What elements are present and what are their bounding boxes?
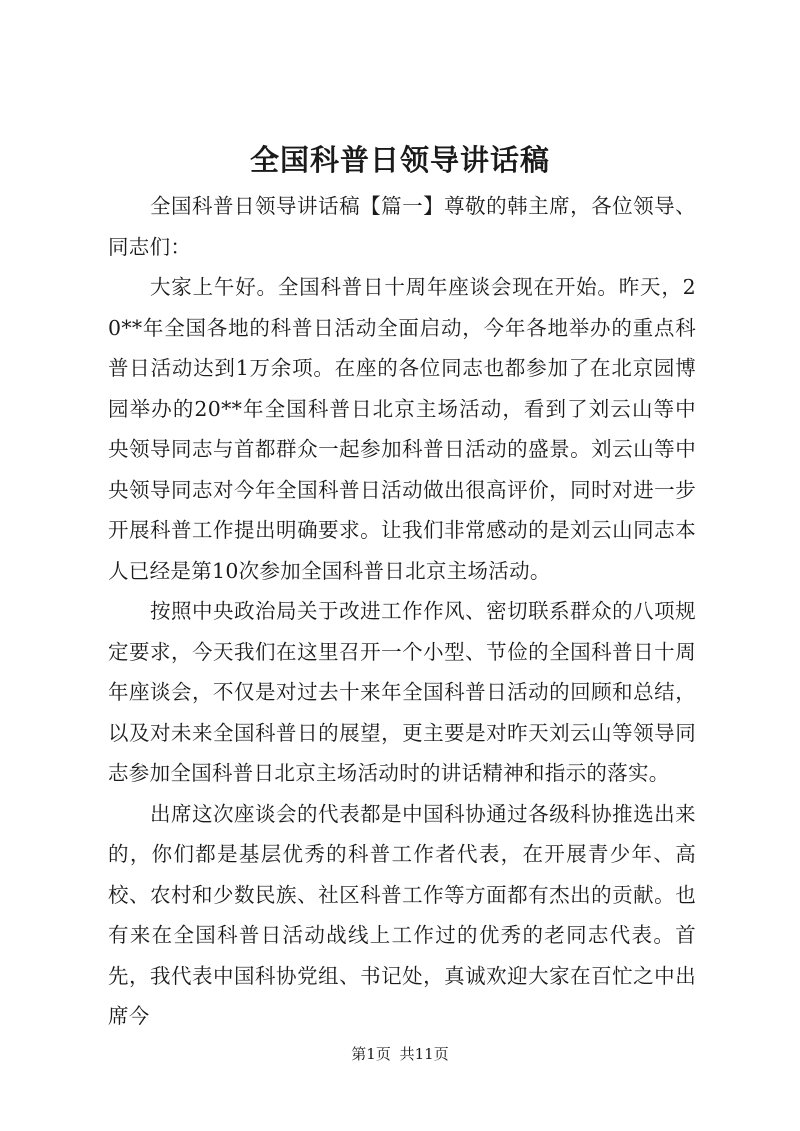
paragraph-purpose: 按照中央政治局关于改进工作作风、密切联系群众的八项规定要求，今天我们在这里召开一个小型、节俭的全国科普日十周年座谈会，不仅是对过去十来年全国科普日活动的回顾和总结，以及对未来全国科普日的展望，更主要是对昨天刘云山等领导同志参加全国科普日北京主场活动时的讲话精神和指示的落实。 [108, 599, 696, 785]
page-number: 第1页 [351, 1045, 391, 1063]
page-footer [0, 1044, 800, 1064]
page-total: 共11页 [399, 1045, 449, 1063]
paragraph-greeting: 全国科普日领导讲话稿【篇一】尊敬的韩主席，各位领导、同志们： [108, 194, 696, 259]
document-title: 全国科普日领导讲话稿 [249, 143, 550, 177]
document-body [108, 186, 696, 1037]
paragraph-opening: 大家上午好。全国科普日十周年座谈会现在开始。昨天，20**年全国各地的科普日活动全面启动，今年各地举办的重点科普日活动达到1万余项。在座的各位同志也都参加了在北京园博园举办的20**年全国科普日北京主场活动，看到了刘云山等中央领导同志与首都群众一起参加科普日活动的盛景。刘云山等中央领导同志对今年全国科普日活动做出很高评价，同时对进一步开展科普工作提出明确要求。让我们非常感动的是刘云山同志本人已经是第10次参加全国科普日北京主场活动。 [108, 275, 696, 583]
paragraph-attendees: 出席这次座谈会的代表都是中国科协通过各级科协推选出来的，你们都是基层优秀的科普工作者代表，在开展青少年、高校、农村和少数民族、社区科普工作等方面都有杰出的贡献。也有来在全国科普日活动战线上工作过的优秀的老同志代表。首先，我代表中国科协党组、书记处，真诚欢迎大家在百忙之中出席今 [108, 801, 696, 1028]
